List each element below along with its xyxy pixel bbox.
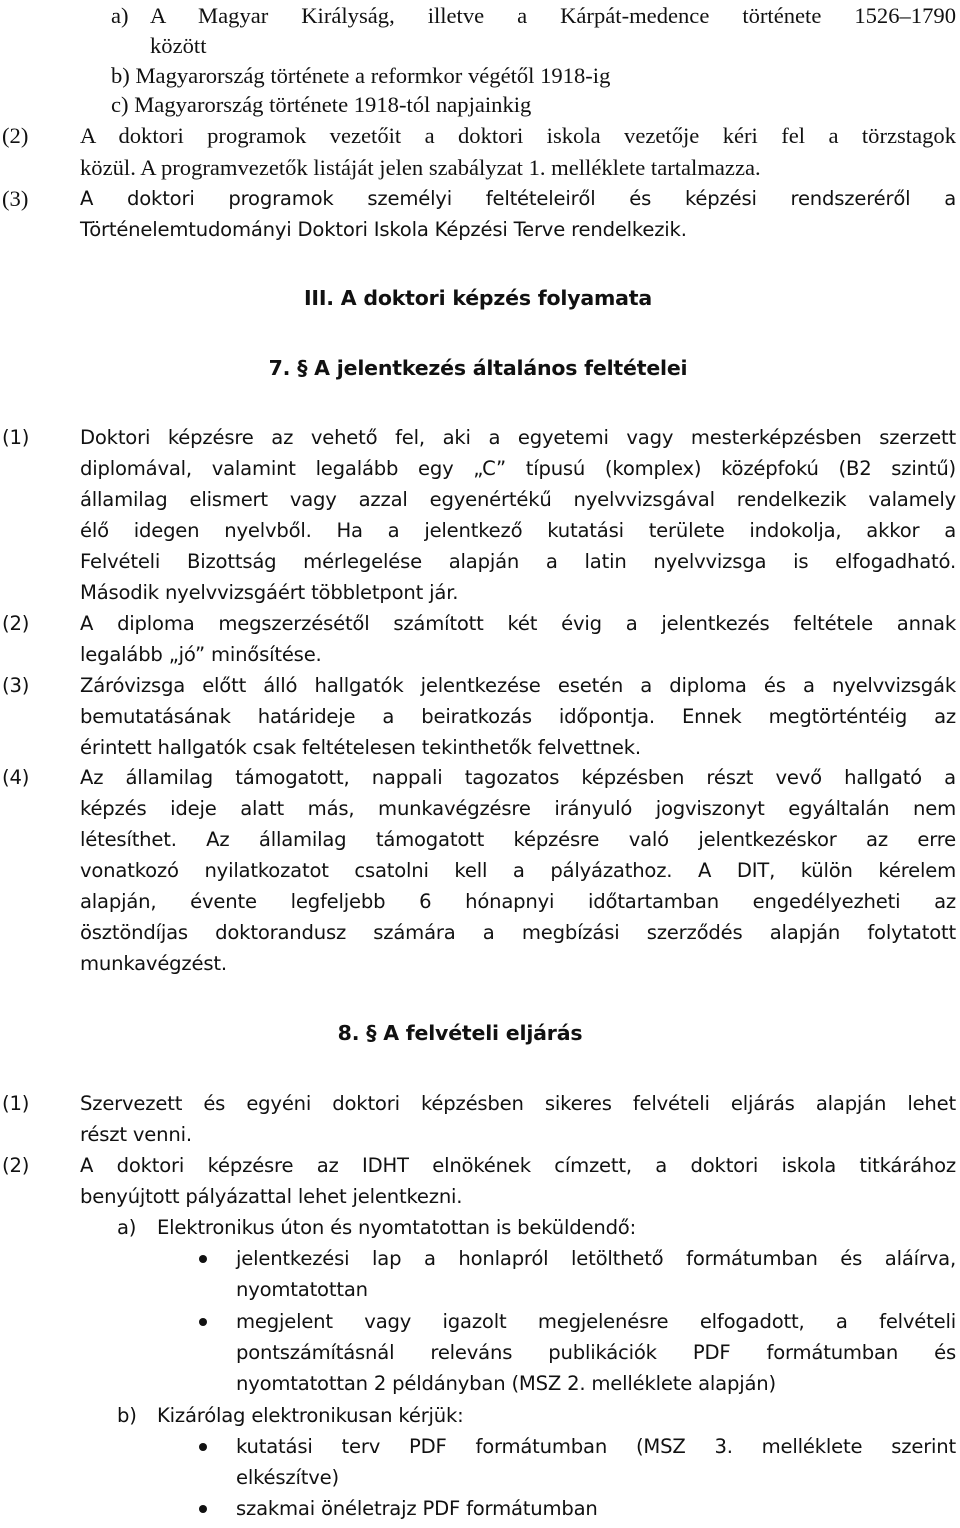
bullet-line: megjelent vagy igazolt megjelenésre elfogadott, a felvételi <box>236 1310 956 1333</box>
paragraph-line: Második nyelvvizsgáért többletpont jár. <box>80 581 459 604</box>
paragraph-line: A doktori programok személyi feltételeiről és képzési rendszeréről a <box>80 187 956 210</box>
paragraph-line: részt venni. <box>80 1123 192 1146</box>
paragraph-line: Záróvizsga előtt álló hallgatók jelentkezése esetén a diploma és a nyelvvizsgák <box>80 674 956 697</box>
paragraph-number: (2) <box>2 1154 30 1177</box>
paragraph-line: Felvételi Bizottság mérlegelése alapján a latin nyelvvizsga is elfogadható. <box>80 550 956 573</box>
paragraph-line: vonatkozó nyilatkozatot csatolni kell a pályázathoz. A DIT, külön kérelem <box>80 859 956 882</box>
paragraph-line: diplomával, valamint legalább egy „C” típusú (komplex) középfokú (B2 szintű) <box>80 457 956 480</box>
paragraph-line: Doktori képzésre az vehető fel, aki a egyetemi vagy mesterképzésben szerzett <box>80 426 956 449</box>
paragraph-line: benyújtott pályázattal lehet jelentkezni. <box>80 1185 463 1208</box>
paragraph-line: ösztöndíjas doktorandusz számára a megbízási szerződés alapján folytatott <box>80 921 956 944</box>
paragraph-line: Szervezett és egyéni doktori képzésben sikeres felvételi eljárás alapján lehet <box>80 1092 956 1115</box>
paragraph-line: bemutatásának határideje a beiratkozás időpontja. Ennek megtörténtéig az <box>80 705 956 728</box>
list-label-a: a) <box>111 3 129 28</box>
sublist-label-b: b) <box>117 1404 137 1427</box>
paragraph-line: képzés ideje alatt más, munkavégzésre irányuló jogviszonyt egyáltalán nem <box>80 797 956 820</box>
paragraph-line: államilag elismert vagy azzal egyenértékű nyelvvizsgával rendelkezik valamely <box>80 488 956 511</box>
bullet-line: nyomtatottan 2 példányban (MSZ 2. melléklete alapján) <box>236 1372 776 1395</box>
bullet-line: nyomtatottan <box>236 1278 368 1301</box>
paragraph-number: (2) <box>2 612 30 635</box>
paragraph-number: (1) <box>2 426 30 449</box>
list-item-c: c) Magyarország története 1918-tól napjainkig <box>111 92 532 117</box>
bullet-line: kutatási terv PDF formátumban (MSZ 3. melléklete szerint <box>236 1435 956 1458</box>
list-item-a-line-2: között <box>150 33 207 58</box>
paragraph-line: érintett hallgatók csak feltételesen tekinthetők felvettnek. <box>80 736 641 759</box>
paragraph-number: (3) <box>2 674 30 697</box>
paragraph-number: (2) <box>2 123 29 148</box>
paragraph-line: élő idegen nyelvből. Ha a jelentkező kutatási területe indokolja, akkor a <box>80 519 956 542</box>
paragraph-line: A doktori képzésre az IDHT elnökének címzett, a doktori iskola titkárához <box>80 1154 956 1177</box>
paragraph-line: alapján, évente legfeljebb 6 hónapnyi időtartamban engedélyezheti az <box>80 890 956 913</box>
paragraph-line: Az államilag támogatott, nappali tagozatos képzésben részt vevő hallgató a <box>80 766 956 789</box>
bullet-line: szakmai önéletrajz PDF formátumban <box>236 1497 598 1520</box>
paragraph-line: létesíthet. Az államilag támogatott képzésre való jelentkezéskor az erre <box>80 828 956 851</box>
sublist-heading: Kizárólag elektronikusan kérjük: <box>157 1404 464 1427</box>
paragraph-number: (3) <box>2 186 29 211</box>
paragraph-number: (1) <box>2 1092 30 1115</box>
list-item-a-line-1: A Magyar Királyság, illetve a Kárpát-medence története 1526–1790 <box>150 3 956 28</box>
paragraph-line: munkavégzést. <box>80 952 227 975</box>
article-heading: 7. § A jelentkezés általános feltételei <box>268 356 688 380</box>
section-heading: III. A doktori képzés folyamata <box>303 286 653 310</box>
paragraph-line: Történelemtudományi Doktori Iskola Képzési Terve rendelkezik. <box>80 218 687 241</box>
paragraph-line: közül. A programvezetők listáját jelen szabályzat 1. melléklete tartalmazza. <box>80 155 761 180</box>
bullet-icon <box>199 1318 207 1326</box>
bullet-line: jelentkezési lap a honlapról letölthető formátumban és aláírva, <box>236 1247 956 1270</box>
paragraph-line: A diploma megszerzésétől számított két évig a jelentkezés feltétele annak <box>80 612 956 635</box>
bullet-line: elkészítve) <box>236 1466 339 1489</box>
paragraph-number: (4) <box>2 766 30 789</box>
paragraph-line: A doktori programok vezetőit a doktori iskola vezetője kéri fel a törzstagok <box>80 123 956 148</box>
list-item-b: b) Magyarország története a reformkor végétől 1918-ig <box>111 63 611 88</box>
article-heading: 8. § A felvételi eljárás <box>337 1021 583 1045</box>
bullet-icon <box>199 1505 207 1513</box>
sublist-heading: Elektronikus úton és nyomtatottan is beküldendő: <box>157 1216 636 1239</box>
paragraph-line: legalább „jó” minősítése. <box>80 643 322 666</box>
sublist-label-a: a) <box>117 1216 137 1239</box>
bullet-line: pontszámításnál releváns publikációk PDF formátumban és <box>236 1341 956 1364</box>
bullet-icon <box>199 1443 207 1451</box>
bullet-icon <box>199 1255 207 1263</box>
